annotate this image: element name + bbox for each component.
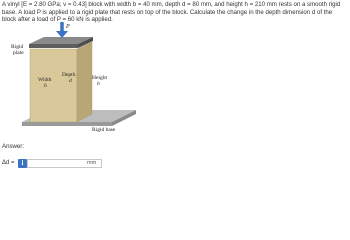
info-icon[interactable]: i (18, 159, 27, 168)
answer-heading: Answer: (2, 143, 25, 150)
load-label: P (66, 24, 70, 30)
rigid-plate-front (29, 44, 78, 48)
block-side-face (77, 42, 92, 122)
height-label: Height (92, 75, 107, 81)
load-arrow-head (56, 31, 68, 38)
answer-symbol: Δd = (2, 160, 15, 166)
depth-label: Depth (62, 72, 76, 78)
rigid-plate-label-line2: plate (13, 50, 24, 56)
width-symbol: b (44, 83, 47, 89)
height-symbol: h (97, 81, 100, 87)
rigid-base-label: Rigid base (92, 127, 116, 133)
width-label: Width (38, 77, 52, 83)
unit-label: mm (87, 160, 97, 166)
rigid-plate-label-line1: Rigid (11, 44, 24, 50)
problem-statement: A vinyl [E = 2.80 GPa; v = 0.43] block with width b = 40 mm, depth d = 80 mm, and height h = 210 mm rests on a smooth rigid base. A load P is applied to a rigid plate that rests on top of the block. Calculate the change in the depth dimension d of the block after a load of P = 60 kN is applied. (2, 1, 341, 24)
depth-symbol: d (69, 78, 72, 84)
answer-row (2, 159, 348, 169)
block-front-face (30, 49, 77, 122)
rigid-base-front (22, 122, 112, 126)
